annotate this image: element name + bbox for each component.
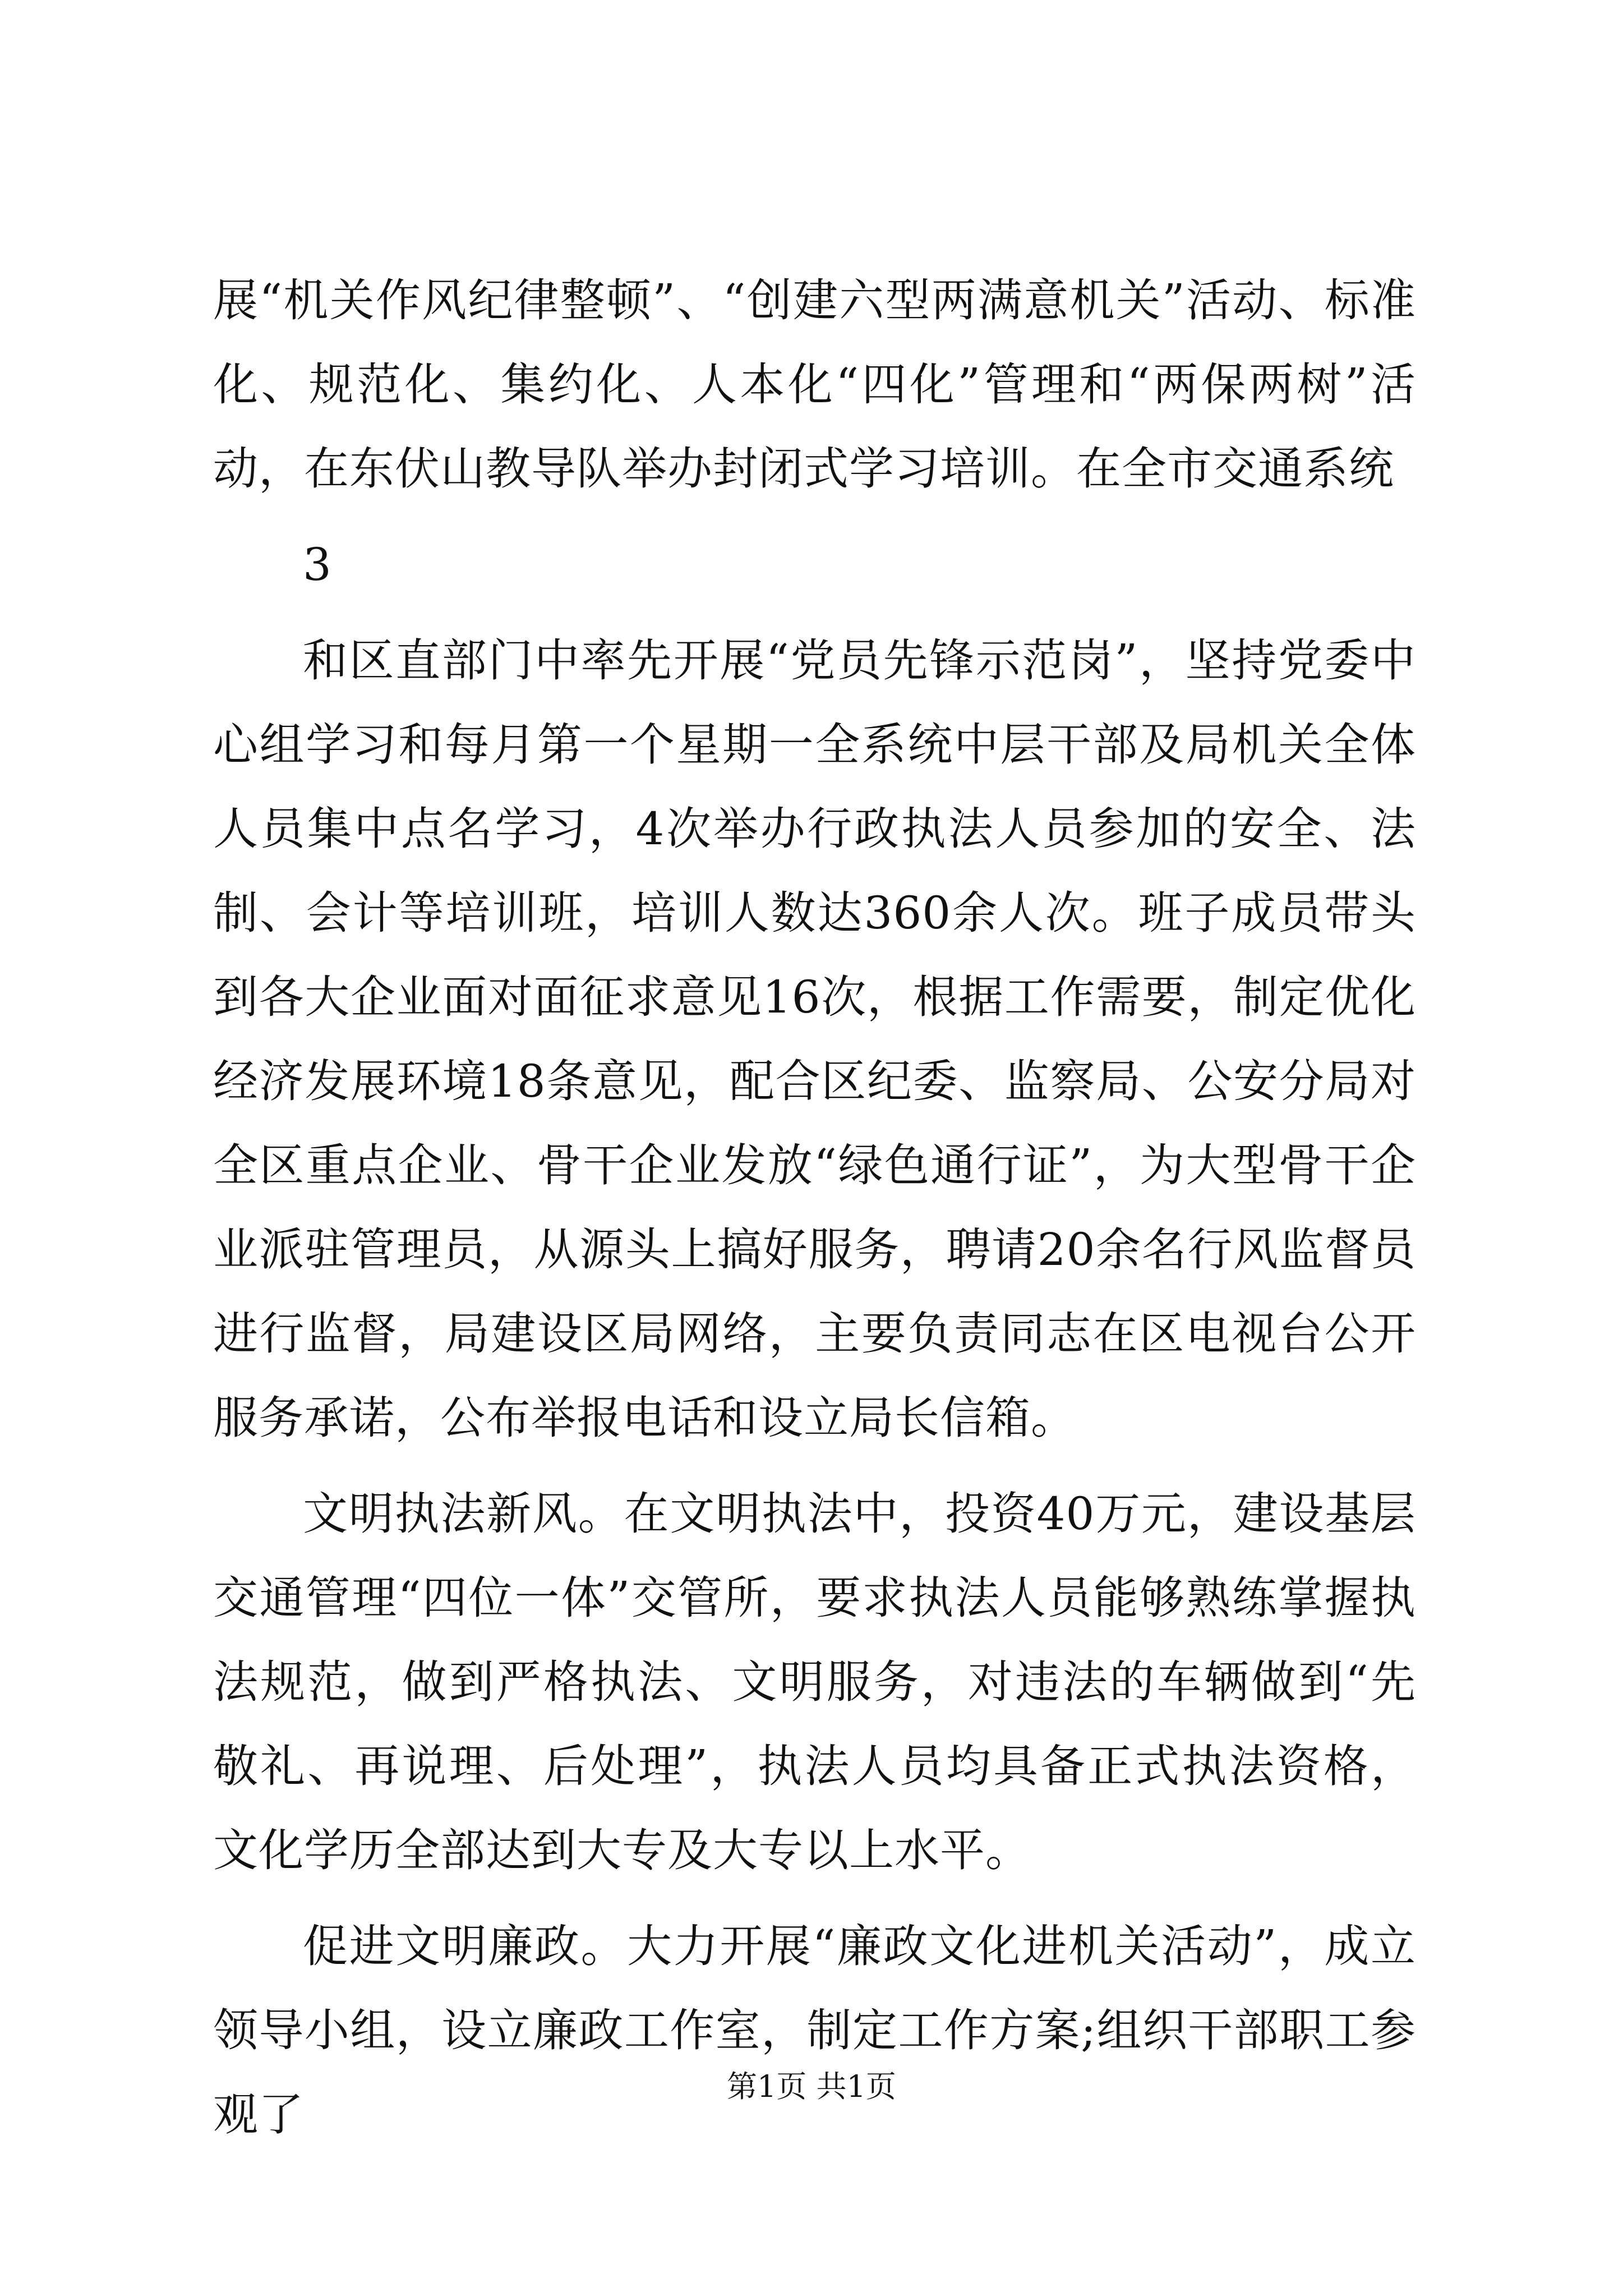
paragraph-continuation: 展“机关作风纪律整顿”、“创建六型两满意机关”活动、标准化、规范化、集约化、人本化“四化”管理和“两保两树”活动，在东伏山教导队举办封闭式学习培训。在全市交通系统: [213, 274, 1416, 495]
paragraph-party-members: 和区直部门中率先开展“党员先锋示范岗”，坚持党委中心组学习和每月第一个星期一全系统中层干部及局机关全体人员集中点名学习，4次举办行政执法人员参加的安全、法制、会计等培训班，培训人数达360余人次。班子成员带头到各大企业面对面征求意见16次，根据工作需要，制定优化经济发展环境18条意见，配合区纪委、监察局、公安分局对全区重点企业、骨干企业发放“绿色通行证”，为大型骨干企业派驻管理员，从源头上搞好服务，聘请20余名行风监督员进行监督，局建设区局网络，主要负责同志在区电视台公开服务承诺，公布举报电话和设立局长信箱。: [213, 634, 1416, 1444]
page-number-marker: 3: [303, 539, 332, 591]
document-body: [213, 259, 1416, 2169]
paragraph-civilized-enforcement: 文明执法新风。在文明执法中，投资40万元，建设基层交通管理“四位一体”交管所，要求执法人员能够熟练掌握执法规范，做到严格执法、文明服务，对违法的车辆做到“先敬礼、再说理、后处理”，执法人员均具备正式执法资格，文化学历全部达到大专及大专以上水平。: [213, 1488, 1416, 1876]
page-footer: 第1页 共1页: [727, 2069, 896, 2104]
paragraph-clean-government: 促进文明廉政。大力开展“廉政文化进机关活动”，成立领导小组，设立廉政工作室，制定工作方案;组织干部职工参观了: [213, 1920, 1416, 2141]
